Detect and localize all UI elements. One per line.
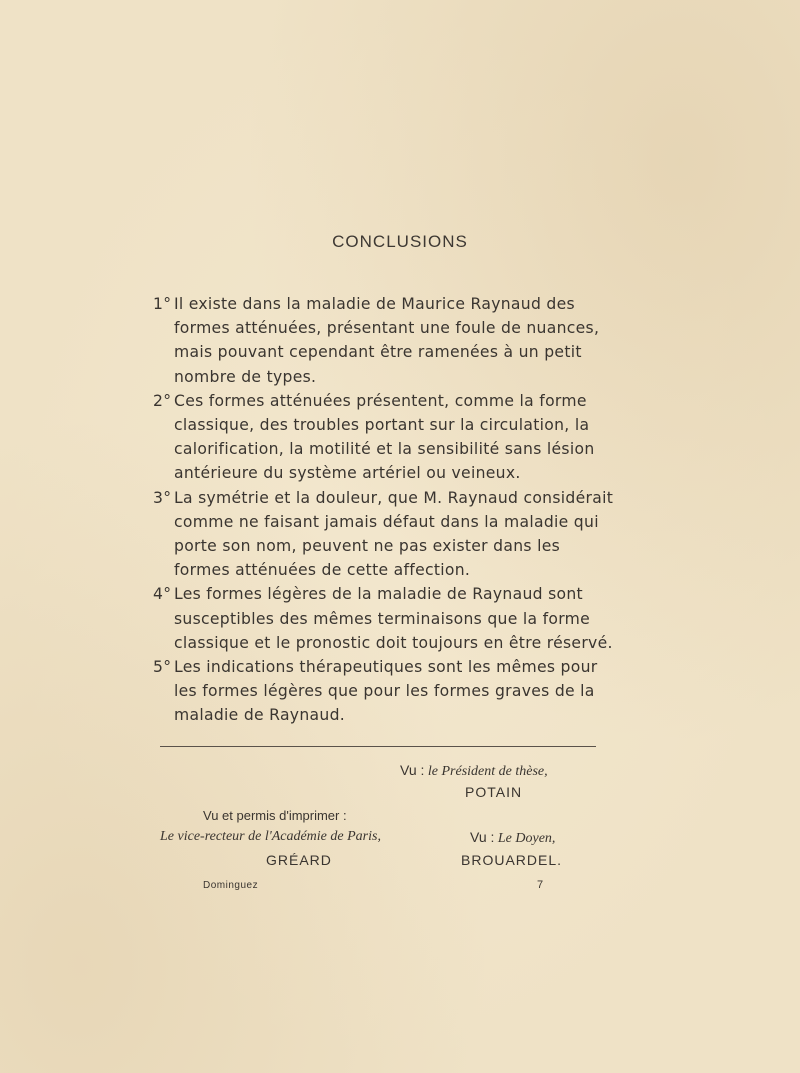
item-number: 4°	[153, 585, 172, 604]
vu-label: Vu :	[400, 762, 425, 778]
item-number: 1°	[153, 295, 172, 313]
president-role: le Président de thèse,	[427, 764, 548, 779]
item-text: Ces formes atténuées présentent, comme la forme classique, des troubles portant sur la circulation, la calorification, la motilité et la sensibilité sans lésion antérieure du système artériel ou veineux.	[174, 391, 595, 483]
vice-recteur-role: Le vice-recteur de l'Académie de Paris,	[160, 829, 381, 844]
vu-label: Vu :	[470, 829, 495, 845]
conclusions-list	[150, 292, 620, 728]
item-text: La symétrie et la douleur, que M. Raynaud considérait comme ne faisant jamais défaut dans la maladie qui porte son nom, peuvent ne pas exister dans les formes atténuées de cette affection.	[174, 488, 614, 580]
president-approval	[400, 762, 548, 780]
conclusion-item-4	[150, 582, 620, 655]
item-text: Il existe dans la maladie de Maurice Raynaud des formes atténuées, présentant une foule de nuances, mais pouvant cependant être ramenées à un petit nombre de types.	[174, 295, 600, 386]
doyen-name: BROUARDEL.	[461, 852, 563, 868]
footer-sheet-number: 7	[537, 879, 544, 891]
conclusion-item-3	[150, 486, 620, 583]
president-name: POTAIN	[465, 784, 523, 800]
item-number: 3°	[153, 488, 172, 507]
footer-author: Dominguez	[203, 880, 259, 891]
conclusion-item-5	[150, 655, 620, 728]
doyen-role: Le Doyen,	[497, 831, 556, 846]
doyen-approval	[470, 829, 555, 847]
item-text: Les formes légères de la maladie de Raynaud sont susceptibles des mêmes terminaisons que la forme classique et le pronostic doit toujours en être réservé.	[174, 585, 613, 652]
vice-recteur-name: GRÉARD	[266, 852, 332, 868]
conclusion-item-2	[150, 389, 620, 486]
item-number: 2°	[153, 391, 172, 410]
item-text: Les indications thérapeutiques sont les mêmes pour les formes légères que pour les formes graves de la maladie de Raynaud.	[174, 658, 598, 725]
divider-rule	[160, 746, 596, 747]
print-permission: Vu et permis d'imprimer :	[203, 808, 347, 823]
page-title: CONCLUSIONS	[332, 232, 468, 251]
item-number: 5°	[153, 658, 172, 677]
conclusion-item-1	[150, 292, 620, 389]
